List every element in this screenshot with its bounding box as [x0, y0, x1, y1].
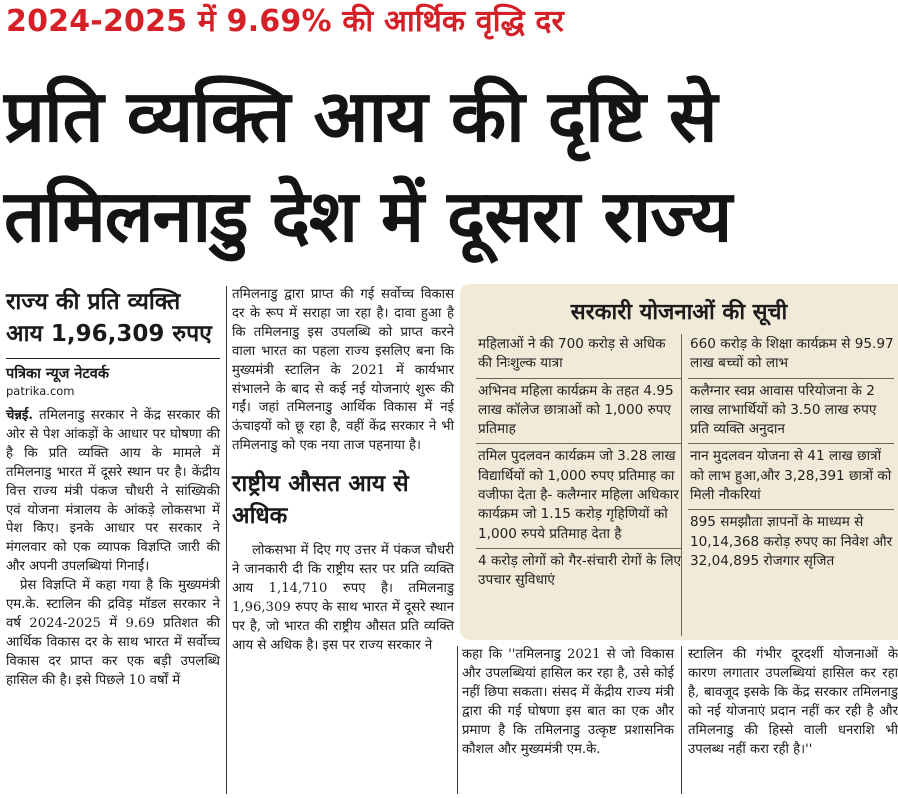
- schemes-column-divider: [681, 334, 682, 636]
- subheading-divider: [6, 358, 220, 359]
- scheme-item: महिलाओं ने की 700 करोड़ से अधिक की निःशुल्क यात्रा: [476, 332, 682, 379]
- column1-paragraph-1: [6, 407, 220, 577]
- column1-subheading: राज्य की प्रति व्यक्ति आय 1,96,309 रुपए: [6, 289, 212, 347]
- headline-line-1: प्रति व्यक्ति आय की दृष्टि से: [4, 74, 717, 158]
- scheme-item: 660 करोड़ के शिक्षा कार्यक्रम से 95.97 लाख बच्चों को लाभ: [688, 332, 894, 379]
- schemes-box: [460, 284, 898, 640]
- column-divider-1: [226, 286, 227, 794]
- column-divider-2: [457, 646, 458, 794]
- article-column-4: [688, 646, 898, 759]
- column1-paragraph-1-text: तमिलनाडु सरकार ने केंद्र सरकार की ओर से पेश आंकड़ों के आधार पर घोषणा की है कि प्रति व्यक्ति आय के मामले में तमिलनाडु भारत में दूसरे स्थान पर है। केंद्रीय वित्त राज्य मंत्री पंकज चौधरी ने सांख्यिकी एवं योजना मंत्रालय के आंकड़े लोकसभा में पेश किए। इनके आधार पर सरकार ने मंगलवार को एक व्यापक विज्ञप्ति जारी की और अपनी उपलब्धियां गिनाईं।: [6, 408, 220, 575]
- scheme-item: 4 करोड़ लोगों को गैर-संचारी रोगों के लिए उपचार सुविधाएं: [478, 552, 682, 589]
- schemes-right-column: [688, 332, 894, 575]
- dateline: चेन्नई.: [6, 408, 33, 423]
- column2-paragraph-1: तमिलनाडु द्वारा प्राप्त की गई सर्वोच्च विकास दर के रूप में सराहा जा रहा है। दावा हुआ है कि तमिलनाडु इस उपलब्धि को प्राप्त करने वाला भारत का पहला राज्य इसलिए बना कि मुख्यमंत्री स्टालिन के 2021 में कार्यभार संभालने के बाद से कई नई योजनाएं शुरू की गईं। जहां तमिलनाडु आर्थिक विकास में नई ऊंचाइयों को छू रहा है, वहीं केंद्र सरकार ने भी तमिलनाडु को एक नया ताज पहनाया है।: [232, 287, 454, 454]
- scheme-item: अभिनव महिला कार्यक्रम के तहत 4.95 लाख कॉलेज छात्राओं को 1,000 रुपए प्रतिमाह: [476, 379, 682, 445]
- website-link[interactable]: patrika.com: [6, 384, 75, 398]
- scheme-item: नान मुदलवन योजना से 41 लाख छात्रों को लाभ हुआ,और 3,28,391 छात्रों को मिली नौकरियां: [688, 444, 894, 510]
- article-column-2: [232, 286, 454, 656]
- schemes-left-column: [476, 332, 682, 595]
- byline: पत्रिका न्यूज नेटवर्क: [6, 366, 109, 382]
- scheme-item: कलैग्नार स्वप्न आवास परियोजना के 2 लाख लाभार्थियों को 3.50 लाख रुपए प्रति व्यक्ति अनुदान: [688, 379, 894, 445]
- schemes-box-title: सरकारी योजनाओं की सूची: [570, 300, 788, 325]
- column2-paragraph-2: लोकसभा में दिए गए उत्तर में पंकज चौधरी ने जानकारी दी कि राष्ट्रीय स्तर पर प्रति व्यक्ति आय 1,14,710 रुपए है। तमिलनाडु 1,96,309 रुपए के साथ भारत में दूसरे स्थान पर है, जो भारत की राष्ट्रीय औसत प्रति व्यक्ति आय से अधिक है। इस पर राज्य सरकार ने: [232, 543, 454, 653]
- kicker-headline: 2024-2025 में 9.69% की आर्थिक वृद्धि दर: [6, 4, 564, 39]
- scheme-item: तमिल पुदलवन कार्यक्रम जो 3.28 लाख विद्यार्थियों को 1,000 रुपए प्रतिमाह का वजीफा देता है- कलैग्नार महिला अधिकार कार्यक्रम जो 1.15 करोड़ गृहिणियों को 1,000 रुपये प्रतिमाह देता है: [476, 444, 682, 548]
- article-column-1: [6, 286, 220, 691]
- article-column-3: [462, 646, 674, 759]
- headline-line-2: तमिलनाडु देश में दूसरा राज्य: [4, 174, 732, 258]
- column1-paragraph-2: प्रेस विज्ञप्ति में कहा गया है कि मुख्यमंत्री एम.के. स्टालिन की द्रविड़ मॉडल सरकार ने वर्ष 2024-2025 में 9.69 प्रतिशत की आर्थिक विकास दर के साथ भारत में सर्वोच्च विकास दर प्राप्त कर एक बड़ी उपलब्धि हासिल की है। इसे पिछले 10 वर्षों में: [6, 578, 220, 688]
- main-headline: [4, 66, 894, 266]
- scheme-item: 895 समझौता ज्ञापनों के माध्यम से 10,14,368 करोड़ रुपए का निवेश और 32,04,895 रोजगार सृजित: [690, 514, 893, 569]
- column3-paragraph: कहा कि ''तमिलनाडु 2021 से जो विकास और उपलब्धियां हासिल कर रहा है, उसे कोई नहीं छिपा सकता। संसद में केंद्रीय राज्य मंत्री द्वारा की गई घोषणा इस बात का एक और प्रमाण है कि तमिलनाडु उत्कृष्ट प्रशासनिक कौशल और मुख्यमंत्री एम.के.: [462, 647, 674, 757]
- column4-paragraph: स्टालिन की गंभीर दूरदर्शी योजनाओं के कारण लगातार उपलब्धियां हासिल कर रहा है, बावजूद इसके कि केंद्र सरकार तमिलनाडु को नई योजनाएं प्रदान नहीं कर रही है और तमिलनाडु की हिस्से वाली धनराशि भी उपलब्ध नहीं करा रही है।'': [688, 647, 898, 757]
- column-divider-3: [681, 646, 682, 794]
- column2-subheading: राष्ट्रीय औसत आय से अधिक: [232, 471, 409, 530]
